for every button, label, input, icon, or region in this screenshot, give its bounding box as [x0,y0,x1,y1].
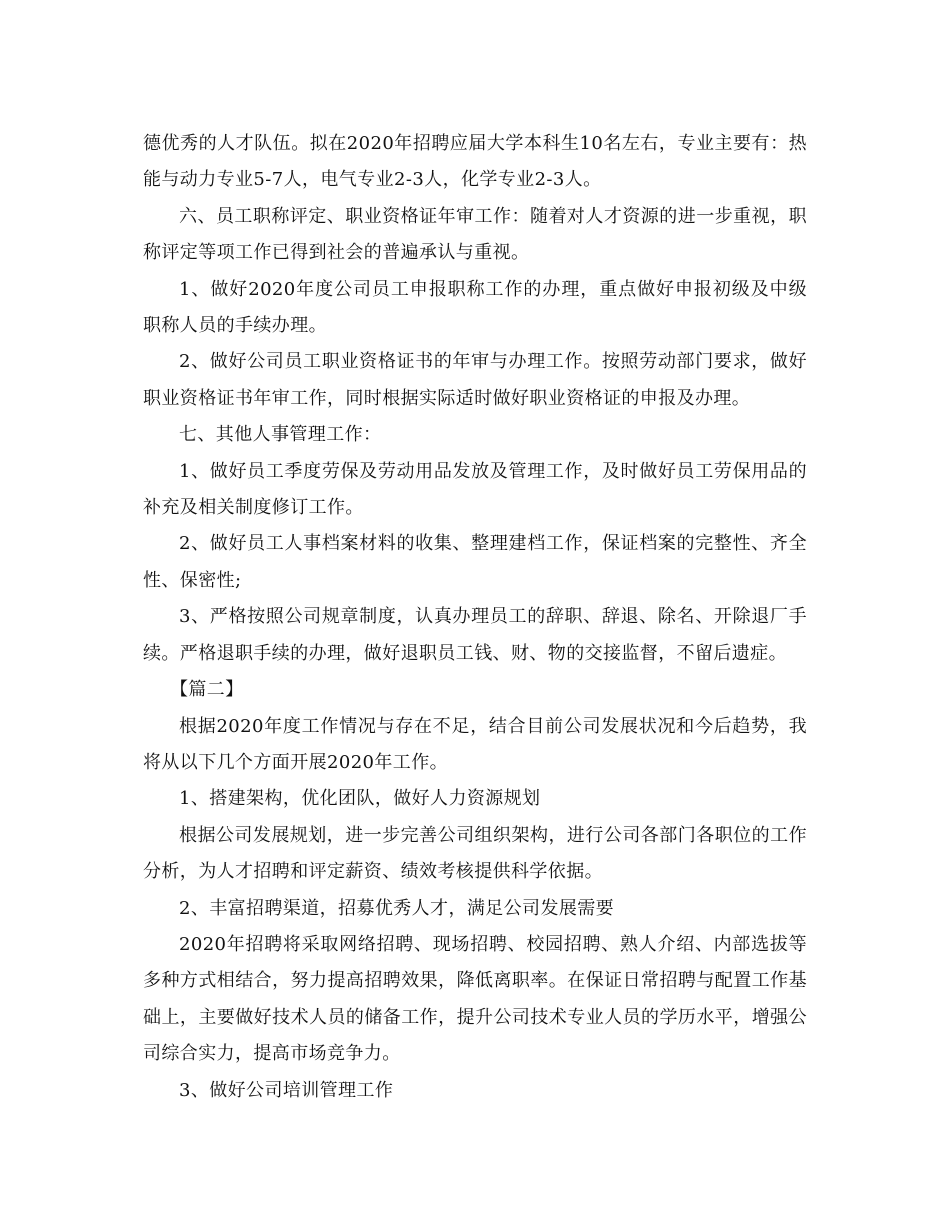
item-two-heading: 2、丰富招聘渠道，招募优秀人才，满足公司发展需要 [179,897,615,919]
list-item-resignation: 3、严格按照公司规章制度，认真办理员工的辞职、辞退、除名、开除退厂手续。严格退职手续的办理，做好退职员工钱、财、物的交接监督，不留后遗症。 [143,606,807,664]
item-one-heading: 1、搭建架构，优化团队，做好人力资源规划 [179,788,541,810]
item-three-heading: 3、做好公司培训管理工作 [179,1079,394,1101]
list-item-personnel-files: 2、做好员工人事档案材料的收集、整理建档工作，保证档案的完整性、齐全性、保密性; [143,533,807,591]
list-item-labor-protection: 1、做好员工季度劳保及劳动用品发放及管理工作，及时做好员工劳保用品的补充及相关制度修订工作。 [143,460,807,519]
part-two-intro: 根据2020年度工作情况与存在不足，结合目前公司发展状况和今后趋势，我将从以下几个方面开展2020年工作。 [143,715,807,773]
paragraph-continuation: 德优秀的人才队伍。拟在2020年招聘应届大学本科生10名左右，专业主要有：热能与动力专业5-7人，电气专业2-3人，化学专业2-3人。 [143,133,807,191]
section-heading-six: 六、员工职称评定、职业资格证年审工作：随着对人才资源的进一步重视，职称评定等项工作已得到社会的普遍承认与重视。 [143,205,807,264]
list-item-certificate-review: 2、做好公司员工职业资格证书的年审与办理工作。按照劳动部门要求，做好职业资格证书年审工作，同时根据实际适时做好职业资格证的申报及办理。 [143,351,807,409]
item-one-body: 根据公司发展规划，进一步完善公司组织架构，进行公司各部门各职位的工作分析，为人才招聘和评定薪资、绩效考核提供科学依据。 [143,824,807,883]
list-item-title-evaluation: 1、做好2020年度公司员工申报职称工作的办理，重点做好申报初级及中级职称人员的手续办理。 [143,278,807,337]
document-body [143,126,807,1109]
section-heading-seven: 七、其他人事管理工作： [179,424,382,446]
part-two-heading: 【篇二】 [170,679,244,701]
item-two-body: 2020年招聘将采取网络招聘、现场招聘、校园招聘、熟人介绍、内部选拔等多种方式相结合，努力提高招聘效果，降低离职率。在保证日常招聘与配置工作基础上，主要做好技术人员的储备工作，提升公司技术专业人员的学历水平，增强公司综合实力，提高市场竞争力。 [143,933,807,1065]
